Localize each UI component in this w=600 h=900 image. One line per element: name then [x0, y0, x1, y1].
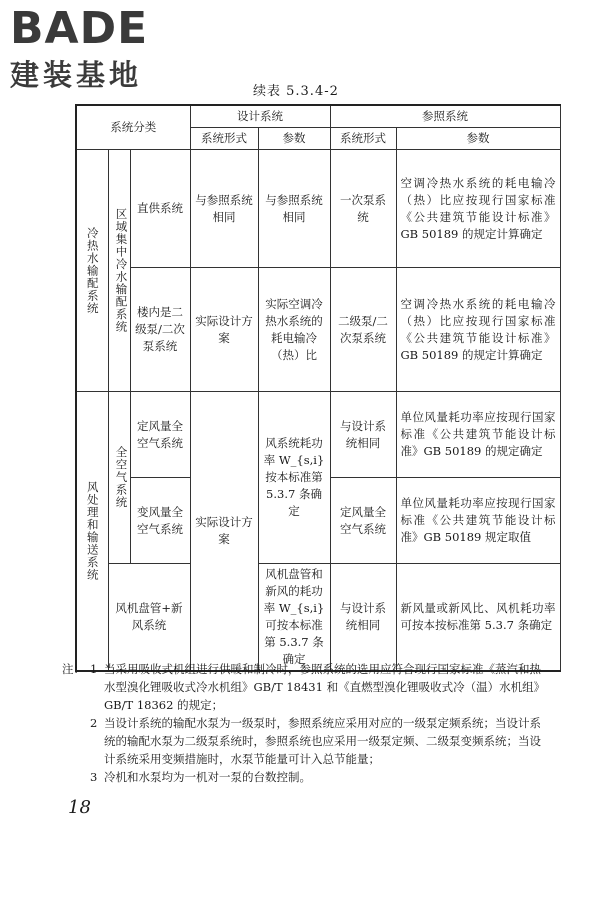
header-ref-param: 参数: [396, 128, 560, 150]
g2-row1-type: 定风量全空气系统: [130, 392, 190, 478]
logo: [10, 4, 185, 92]
g1-row1-type: 直供系统: [130, 150, 190, 268]
group1-sublabel: 区域集中冷水输配系统: [114, 208, 129, 333]
g1-row2-design-param: 实际空调冷热水系统的耗电输冷（热）比: [258, 268, 330, 392]
g2-row3-type: 风机盘管+新风系统: [108, 564, 190, 672]
notes-label: 注：: [62, 662, 85, 676]
g2-row3-design-param: 风机盘管和新风的耗功率 W_{s,i} 可按本标准第 5.3.7 条确定: [258, 564, 330, 672]
g1-row1-ref-param: 空调冷热水系统的耗电输冷（热）比应按现行国家标准《公共建筑节能设计标准》GB 50189 的规定计算确定: [396, 150, 560, 268]
page-number: 18: [68, 797, 91, 818]
note-number: 3: [90, 770, 98, 784]
g1-row1-ref-form: 一次泵系统: [330, 150, 396, 268]
g2-row2-ref-param: 单位风量耗功率应按现行国家标准《公共建筑节能设计标准》GB 50189 规定取值: [396, 478, 560, 564]
header-reference-system: 参照系统: [330, 105, 560, 128]
note-text: 当设计系统的输配水泵为一级泵时，参照系统应采用对应的一级泵定频系统；当设计系统的输配水泵为二级泵系统时，参照系统也应采用一级泵定频、二级泵变频系统；当设计系统采用变频措施时，水泵节能量可计入总节能量；: [104, 716, 541, 766]
g1-row2-type: 楼内是二级泵/二次泵系统: [130, 268, 190, 392]
g1-row2-ref-form: 二级泵/二次泵系统: [330, 268, 396, 392]
g1-row2-ref-param: 空调冷热水系统的耗电输冷（热）比应按现行国家标准《公共建筑节能设计标准》GB 50189 的规定计算确定: [396, 268, 560, 392]
group2-sublabel-cell: [108, 392, 130, 564]
header-ref-form: 系统形式: [330, 128, 396, 150]
comparison-table: [75, 104, 561, 672]
group2-label-cell: [76, 392, 108, 672]
header-design-form: 系统形式: [190, 128, 258, 150]
g1-row1-design-param: 与参照系统相同: [258, 150, 330, 268]
note-item: [62, 660, 552, 714]
group1-label: 冷热水输配系统: [85, 226, 100, 315]
note-text: 冷机和水泵均为一机对一泵的台数控制。: [104, 770, 311, 784]
g2-row2-ref-form: 定风量全空气系统: [330, 478, 396, 564]
group2-sublabel: 全空气系统: [114, 446, 129, 509]
group1-label-cell: [76, 150, 108, 392]
g2-row1-ref-form: 与设计系统相同: [330, 392, 396, 478]
group2-label: 风处理和输送系统: [85, 481, 100, 581]
logo-mark: BADE: [10, 3, 149, 54]
note-text: 当采用吸收式机组进行供暖和制冷时，参照系统的选用应符合现行国家标准《蒸汽和热水型溴化锂吸收式冷水机组》GB/T 18431 和《直燃型溴化锂吸收式冷（温）水机组》GB/T 18362 的规定；: [104, 662, 546, 712]
note-item: [62, 768, 552, 786]
logo-subtitle: 建装基地: [10, 58, 143, 92]
table-caption: 续表 5.3.4-2: [253, 84, 339, 99]
g1-row2-design-form: 实际设计方案: [190, 268, 258, 392]
note-number: 1: [90, 662, 98, 676]
note-number: 2: [90, 716, 98, 730]
g2-row2-type: 变风量全空气系统: [130, 478, 190, 564]
g2-design-form: 实际设计方案: [190, 392, 258, 672]
header-classification: 系统分类: [76, 105, 190, 150]
g2-row1-ref-param: 单位风量耗功率应按现行国家标准《公共建筑节能设计标准》GB 50189 的规定确定: [396, 392, 560, 478]
header-design-system: 设计系统: [190, 105, 330, 128]
g2-row3-ref-form: 与设计系统相同: [330, 564, 396, 672]
group1-sublabel-cell: [108, 150, 130, 392]
note-item: [62, 714, 552, 768]
g1-row1-design-form: 与参照系统相同: [190, 150, 258, 268]
notes: [62, 660, 552, 786]
g2-row3-ref-param: 新风量或新风比、风机耗功率可按本按标准第 5.3.7 条确定: [396, 564, 560, 672]
header-design-param: 参数: [258, 128, 330, 150]
g2-shared-param: 风系统耗功率 W_{s,i} 按本标准第 5.3.7 条确定: [258, 392, 330, 564]
